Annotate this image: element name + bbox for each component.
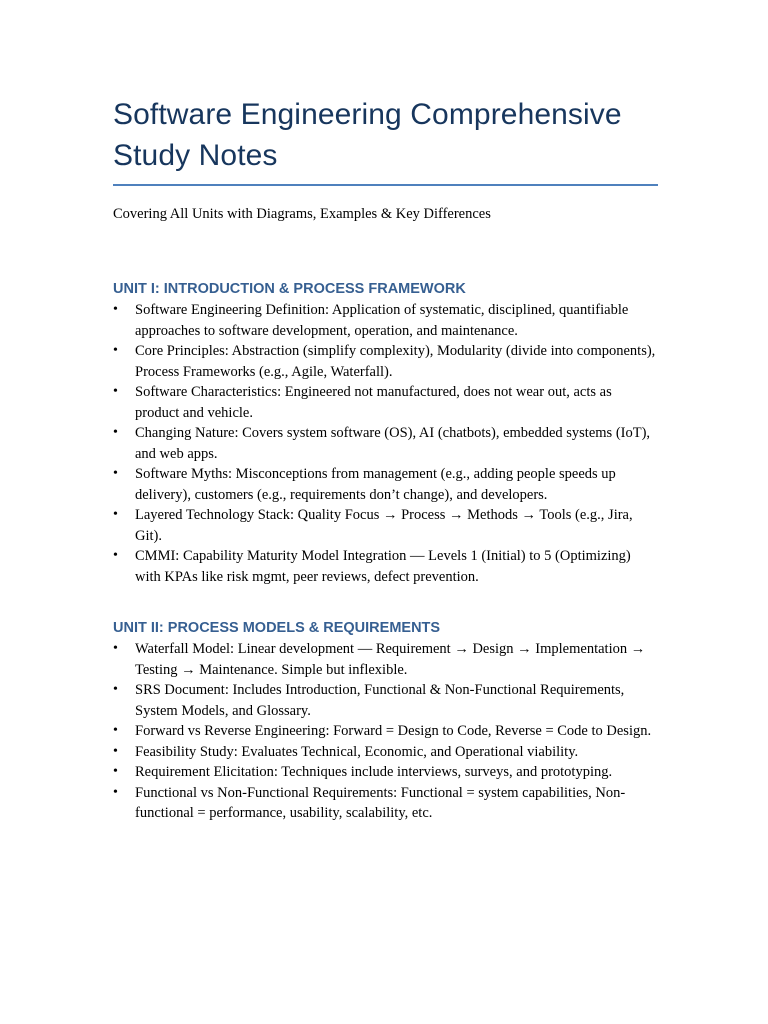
bullet-icon: • [113, 302, 118, 317]
bullet-icon: • [113, 682, 118, 697]
page-title: Software Engineering Comprehensive Study Notes [113, 94, 658, 186]
bullet-icon: • [113, 764, 118, 779]
list-item-text: Functional vs Non-Functional Requirements: Functional = system capabilities, Non-functional = performance, usability, scalability, etc. [135, 784, 626, 821]
list-item-text: Software Characteristics: Engineered not manufactured, does not wear out, acts as product and vehicle. [135, 384, 612, 421]
section-heading: UNIT II: PROCESS MODELS & REQUIREMENTS [113, 620, 441, 636]
list-item-text: Feasibility Study: Evaluates Technical, Economic, and Operational viability. [135, 743, 579, 760]
bullet-icon: • [113, 784, 118, 800]
list-item [113, 742, 658, 763]
list-item-text: Requirement Elicitation: Techniques include interviews, surveys, and prototyping. [135, 764, 613, 780]
list-item-text: Changing Nature: Covers system software (OS), AI (chatbots), embedded systems (IoT), and web apps. [135, 425, 651, 462]
list-item [113, 464, 658, 505]
page-subtitle: Covering All Units with Diagrams, Examples & Key Differences [113, 206, 491, 222]
list-item-text: SRS Document: Includes Introduction, Functional & Non-Functional Requirements, System Models, and Glossary. [135, 682, 625, 719]
list-item-text: Forward vs Reverse Engineering: Forward = Design to Code, Reverse = Code to Design. [135, 723, 652, 739]
list-item [113, 546, 658, 587]
bullet-icon: • [113, 425, 118, 440]
list-item [113, 762, 658, 783]
bullet-icon: • [113, 548, 118, 563]
bullet-icon: • [113, 384, 118, 399]
list-item-text: Software Myths: Misconceptions from management (e.g., adding people speeds up delivery), customers (e.g., requirements don’t change), and developers. [135, 466, 616, 503]
bullet-icon: • [113, 507, 118, 522]
bullet-icon: • [113, 466, 118, 481]
list-item [113, 639, 658, 680]
bullet-list [113, 639, 658, 824]
list-item-text: CMMI: Capability Maturity Model Integration — Levels 1 (Initial) to 5 (Optimizing) with KPAs like risk mgmt, peer reviews, defect prevention. [135, 548, 631, 585]
section-unit-1 [113, 279, 658, 587]
list-item [113, 680, 658, 721]
list-item [113, 300, 658, 341]
list-item [113, 341, 658, 382]
list-item [113, 721, 658, 742]
bullet-icon: • [113, 743, 118, 759]
list-item [113, 783, 658, 824]
bullet-list [113, 300, 658, 587]
bullet-icon: • [113, 343, 118, 358]
list-item [113, 505, 658, 546]
section-heading: UNIT I: INTRODUCTION & PROCESS FRAMEWORK [113, 281, 466, 297]
list-item [113, 423, 658, 464]
list-item [113, 382, 658, 423]
list-item-text: Layered Technology Stack: Quality Focus → Process → Methods → Tools (e.g., Jira, Git). [135, 507, 633, 544]
bullet-icon: • [113, 641, 118, 656]
list-item-text: Core Principles: Abstraction (simplify complexity), Modularity (divide into components), Process Frameworks (e.g., Agile, Waterfall). [135, 343, 656, 380]
list-item-text: Software Engineering Definition: Application of systematic, disciplined, quantifiable approaches to software development, operation, and maintenance. [135, 302, 629, 339]
document-page [113, 94, 658, 824]
bullet-icon: • [113, 723, 118, 738]
section-unit-2 [113, 618, 658, 824]
list-item-text: Waterfall Model: Linear development — Requirement → Design → Implementation → Testing → Maintenance. Simple but inflexible. [135, 641, 646, 678]
